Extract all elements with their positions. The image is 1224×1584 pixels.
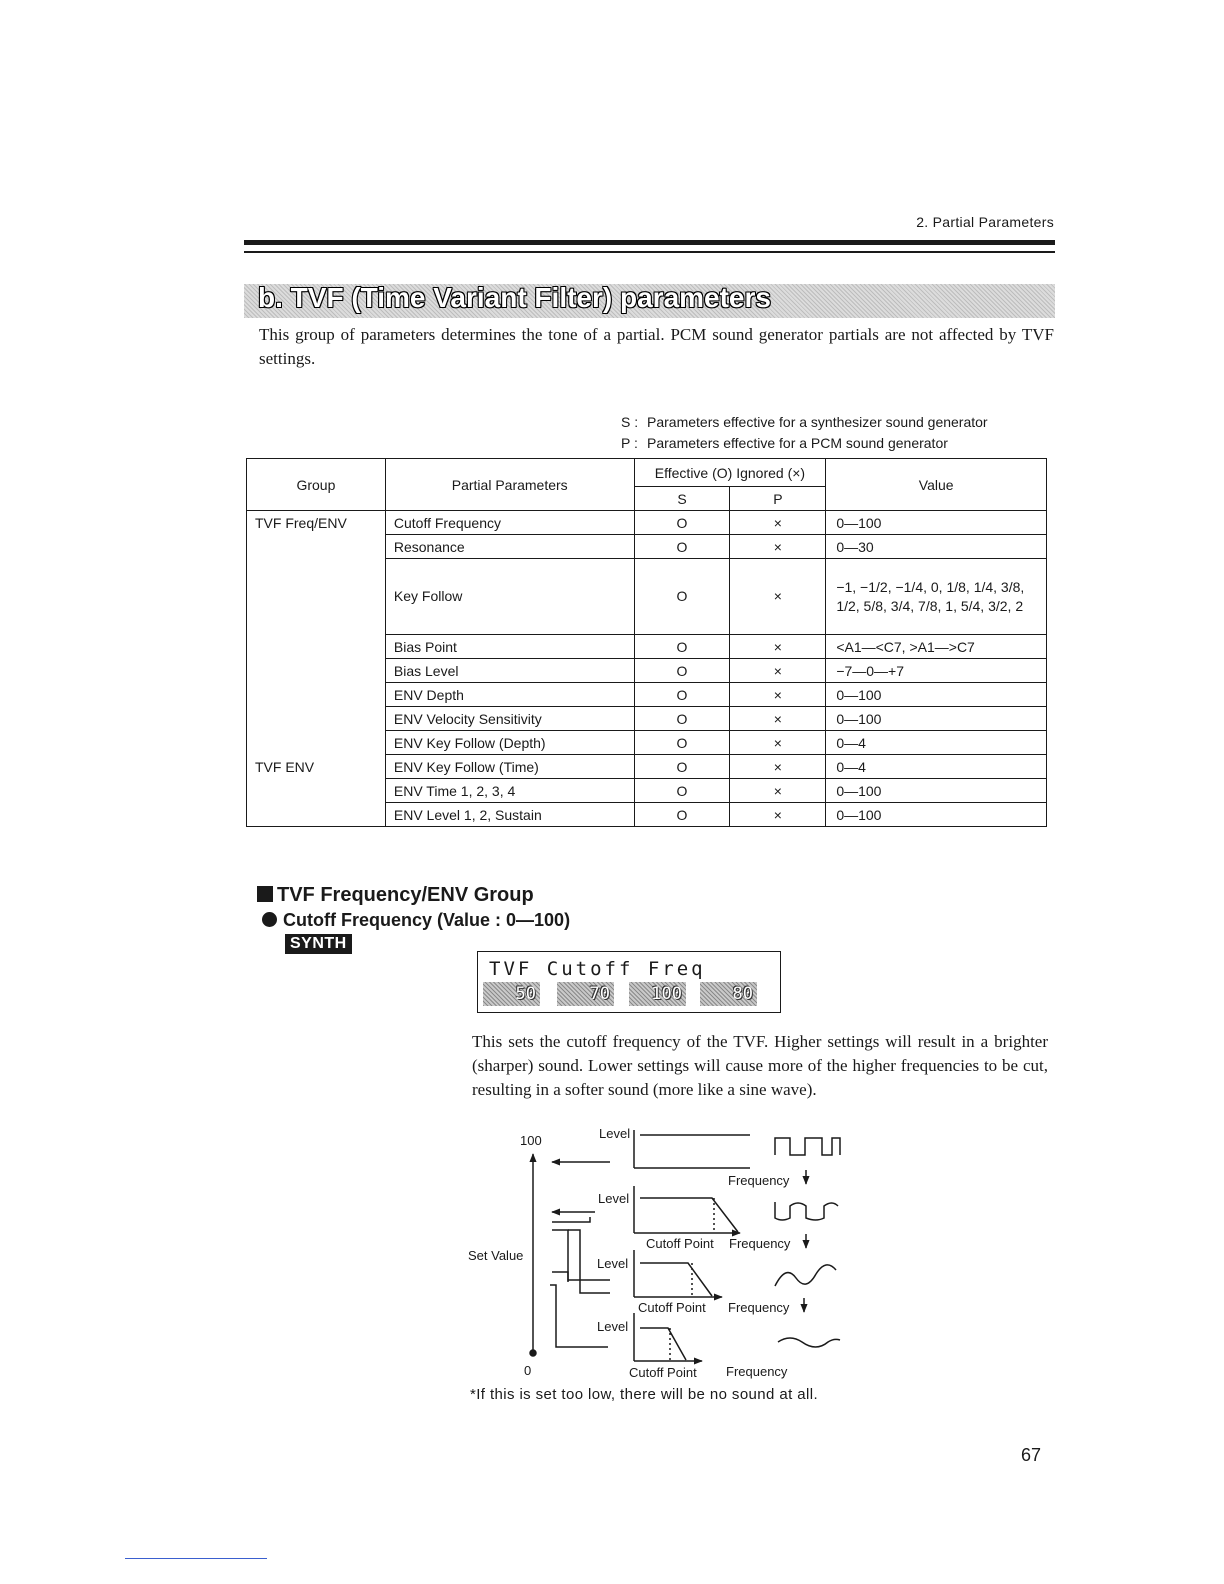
p-cell: × <box>730 635 826 659</box>
group-heading-text: TVF Frequency/ENV Group <box>277 884 534 906</box>
cutoff-frequency-diagram <box>460 1120 880 1390</box>
value-cell: 0—30 <box>826 535 1047 559</box>
param-cell: ENV Time 1, 2, 3, 4 <box>385 779 634 803</box>
param-heading-text: Cutoff Frequency (Value : 0—100) <box>283 910 571 930</box>
param-cell: ENV Depth <box>385 683 634 707</box>
bottom-value-label: 0 <box>524 1363 532 1378</box>
p-cell: × <box>730 707 826 731</box>
group-cell: TVF ENV <box>247 755 386 827</box>
param-heading <box>262 910 570 931</box>
param-cell: ENV Velocity Sensitivity <box>385 707 634 731</box>
s-cell: O <box>634 659 730 683</box>
section-title: b. TVF (Time Variant Filter) parameters <box>258 282 771 313</box>
s-cell: O <box>634 803 730 827</box>
group-cell: TVF Freq/ENV <box>247 511 386 755</box>
page-number: 67 <box>1021 1445 1042 1465</box>
header-parameter: Partial Parameters <box>385 459 634 511</box>
p-cell: × <box>730 803 826 827</box>
level-label: Level <box>597 1256 629 1271</box>
frequency-label: Frequency <box>728 1173 790 1188</box>
lcd-value: 100 <box>629 982 686 1006</box>
header-value: Value <box>826 459 1047 511</box>
header-s: S <box>634 487 730 511</box>
intro-paragraph: This group of parameters determines the tone of a partial. PCM sound generator partials are not affected by TVF settings. <box>259 325 1054 368</box>
legend-key: S : <box>621 414 639 430</box>
value-cell: 0—100 <box>826 511 1047 535</box>
value-cell: 0—4 <box>826 731 1047 755</box>
header-rule-thick <box>244 240 1055 245</box>
value-cell: <A1—<C7, >A1—>C7 <box>826 635 1047 659</box>
p-cell: × <box>730 535 826 559</box>
p-cell: × <box>730 683 826 707</box>
legend-text: Parameters effective for a PCM sound generator <box>647 435 948 451</box>
legend-key: P : <box>621 435 638 451</box>
square-bullet-icon <box>257 886 273 902</box>
frequency-label: Frequency <box>729 1236 791 1251</box>
p-cell: × <box>730 511 826 535</box>
parameter-table <box>246 458 1047 827</box>
table-row <box>247 511 1047 535</box>
param-cell: Resonance <box>385 535 634 559</box>
param-cell: Bias Point <box>385 635 634 659</box>
level-label: Level <box>597 1319 629 1334</box>
p-cell: × <box>730 731 826 755</box>
level-label: Level <box>598 1191 630 1206</box>
p-cell: × <box>730 755 826 779</box>
s-cell: O <box>634 707 730 731</box>
group-heading <box>257 884 534 907</box>
s-cell: O <box>634 755 730 779</box>
s-cell: O <box>634 779 730 803</box>
value-cell: 0—100 <box>826 707 1047 731</box>
param-cell: Bias Level <box>385 659 634 683</box>
cutoff-point-label: Cutoff Point <box>646 1236 714 1251</box>
header-rule-thin <box>244 251 1055 253</box>
value-cell: −7—0—+7 <box>826 659 1047 683</box>
description-paragraph: This sets the cutoff frequency of the TVF. Higher settings will result in a brighter (sharper) sound. Lower settings will cause more of the higher frequencies to be cut, resulting in a softer sound (more like a sine wave). <box>472 1032 1048 1099</box>
p-cell: × <box>730 559 826 635</box>
dot-bullet-icon <box>262 912 277 927</box>
p-cell: × <box>730 779 826 803</box>
s-cell: O <box>634 559 730 635</box>
s-cell: O <box>634 683 730 707</box>
lcd-value: 80 <box>700 982 757 1006</box>
value-cell: 0—100 <box>826 803 1047 827</box>
param-cell: ENV Key Follow (Depth) <box>385 731 634 755</box>
param-cell: Key Follow <box>385 559 634 635</box>
value-cell: −1, −1/2, −1/4, 0, 1/8, 1/4, 3/8, 1/2, 5/8, 3/4, 7/8, 1, 5/4, 3/2, 2 <box>826 559 1047 635</box>
synth-badge: SYNTH <box>285 934 352 954</box>
lcd-display <box>477 951 781 1013</box>
s-cell: O <box>634 731 730 755</box>
frequency-label: Frequency <box>726 1364 788 1379</box>
legend-row-s <box>621 412 988 433</box>
section-banner <box>244 284 1055 318</box>
s-cell: O <box>634 535 730 559</box>
frequency-label: Frequency <box>728 1300 790 1315</box>
value-cell: 0—4 <box>826 755 1047 779</box>
param-cell: Cutoff Frequency <box>385 511 634 535</box>
legend-text: Parameters effective for a synthesizer sound generator <box>647 414 988 430</box>
s-cell: O <box>634 635 730 659</box>
footnote: *If this is set too low, there will be no sound at all. <box>470 1386 819 1403</box>
param-cell: ENV Level 1, 2, Sustain <box>385 803 634 827</box>
param-cell: ENV Key Follow (Time) <box>385 755 634 779</box>
value-cell: 0—100 <box>826 779 1047 803</box>
running-header: 2. Partial Parameters <box>916 214 1054 230</box>
table-row <box>247 755 1047 779</box>
header-group: Group <box>247 459 386 511</box>
value-cell: 0—100 <box>826 683 1047 707</box>
lcd-title: TVF Cutoff Freq <box>489 958 706 980</box>
legend-row-p <box>621 433 988 454</box>
legend <box>621 412 988 454</box>
header-effective: Effective (O) Ignored (×) <box>634 459 826 487</box>
s-cell: O <box>634 511 730 535</box>
top-value-label: 100 <box>520 1133 542 1148</box>
lcd-value: 50 <box>483 982 540 1006</box>
header-p: P <box>730 487 826 511</box>
cutoff-point-label: Cutoff Point <box>629 1365 697 1380</box>
set-value-label: Set Value <box>468 1248 524 1263</box>
level-label: Level <box>599 1126 631 1141</box>
footer-rule <box>125 1558 267 1559</box>
lcd-value: 70 <box>557 982 614 1006</box>
cutoff-point-label: Cutoff Point <box>638 1300 706 1315</box>
p-cell: × <box>730 659 826 683</box>
